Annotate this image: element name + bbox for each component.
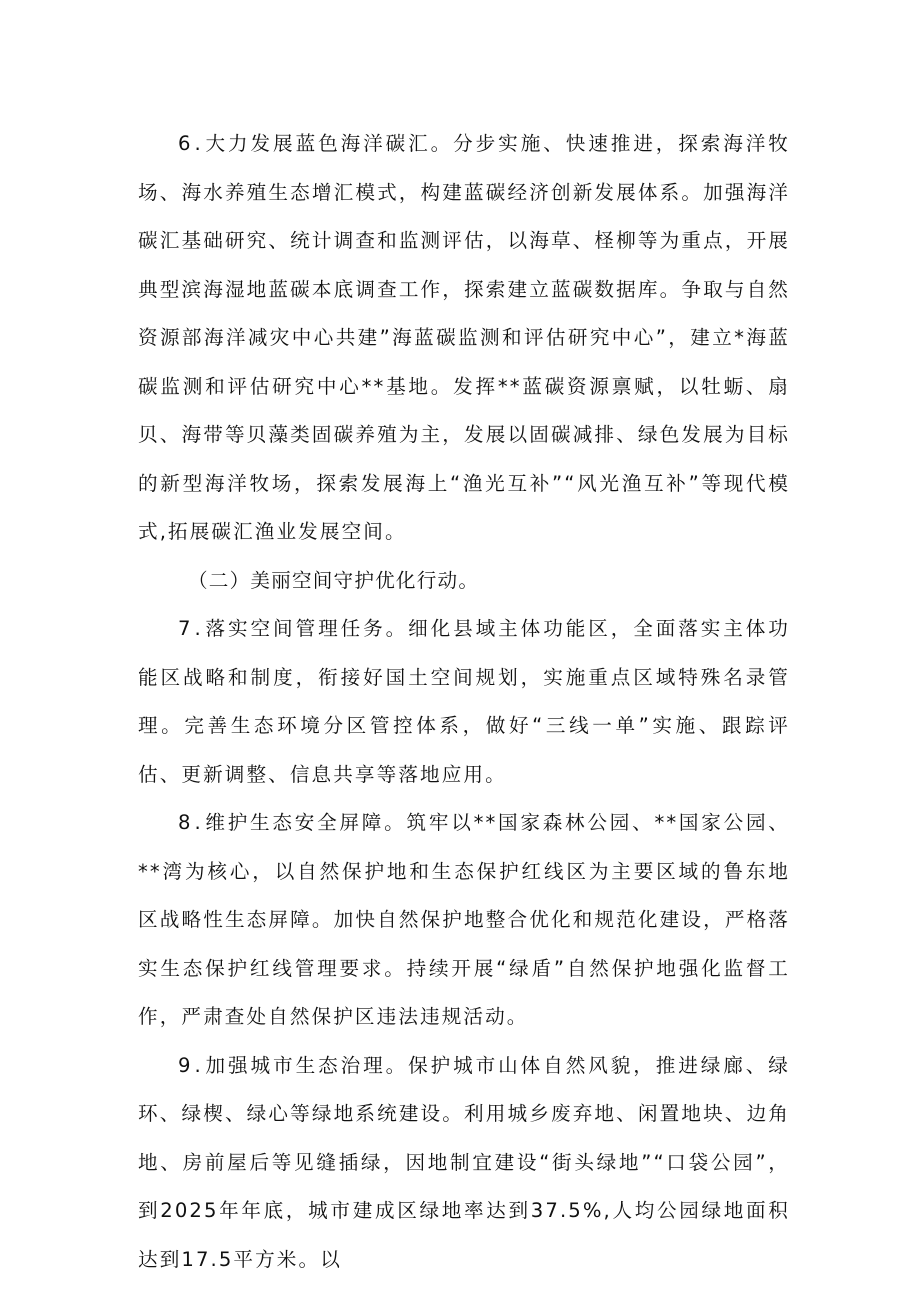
document-body bbox=[138, 120, 790, 1284]
paragraph-title: 落实空间管理任务。 bbox=[204, 617, 409, 640]
paragraph-text: 保护城市山体自然风貌，推进绿廊、绿环、绿楔、绿心等绿地系统建设。利用城乡废弃地、闲置地块、边角地、房前屋后等见缝插绿，因地制宜建设“街头绿地”“口袋公园”，到2025年年底，城市建成区绿地率达到37.5%,人均公园绿地面积达到17.5平方米。以 bbox=[138, 1053, 790, 1271]
paragraph-number: 7. bbox=[178, 617, 205, 640]
paragraph-text: 筑牢以**国家森林公园、**国家公园、**湾为核心，以自然保护地和生态保护红线区为主要区域的鲁东地区战略性生态屏障。加快自然保护地整合优化和规范化建设，严格落实生态保护红线管理要求。持续开展“绿盾”自然保护地强化监督工作，严肃查处自然保护区违法违规活动。 bbox=[138, 811, 790, 1028]
paragraph-8 bbox=[138, 799, 790, 1042]
paragraph-text: 分步实施、快速推进，探索海洋牧场、海水养殖生态增汇模式，构建蓝碳经济创新发展体系。加强海洋碳汇基础研究、统计调查和监测评估，以海草、柽柳等为重点，开展典型滨海湿地蓝碳本底调查工作，探索建立蓝碳数据库。争取与自然资源部海洋减灾中心共建”海蓝碳监测和评估研究中心”，建立*海蓝碳监测和评估研究中心**基地。发挥**蓝碳资源禀赋，以牡蛎、扇贝、海带等贝藻类固碳养殖为主，发展以固碳减排、绿色发展为目标的新型海洋牧场，探索发展海上“渔光互补”“风光渔互补”等现代模式,拓展碳汇渔业发展空间。 bbox=[138, 132, 791, 543]
paragraph-title: 维护生态安全屏障。 bbox=[204, 811, 407, 834]
paragraph-number: 6. bbox=[178, 132, 205, 155]
paragraph-text: 细化县域主体功能区，全面落实主体功能区战略和制度，衔接好国土空间规划，实施重点区域特殊名录管理。完善生态环境分区管控体系，做好“三线一单”实施、跟踪评估、更新调整、信息共享等落地应用。 bbox=[138, 617, 790, 786]
paragraph-7 bbox=[138, 605, 790, 799]
paragraph-title: 大力发展蓝色海洋碳汇。 bbox=[204, 132, 454, 155]
paragraph-9 bbox=[138, 1042, 790, 1285]
paragraph-title: 加强城市生态治理。 bbox=[204, 1053, 409, 1077]
paragraph-number: 9. bbox=[178, 1053, 205, 1077]
paragraph-number: 8. bbox=[178, 811, 205, 834]
paragraph-6 bbox=[138, 120, 790, 557]
section-heading: （二）美丽空间守护优化行动。 bbox=[188, 568, 480, 592]
